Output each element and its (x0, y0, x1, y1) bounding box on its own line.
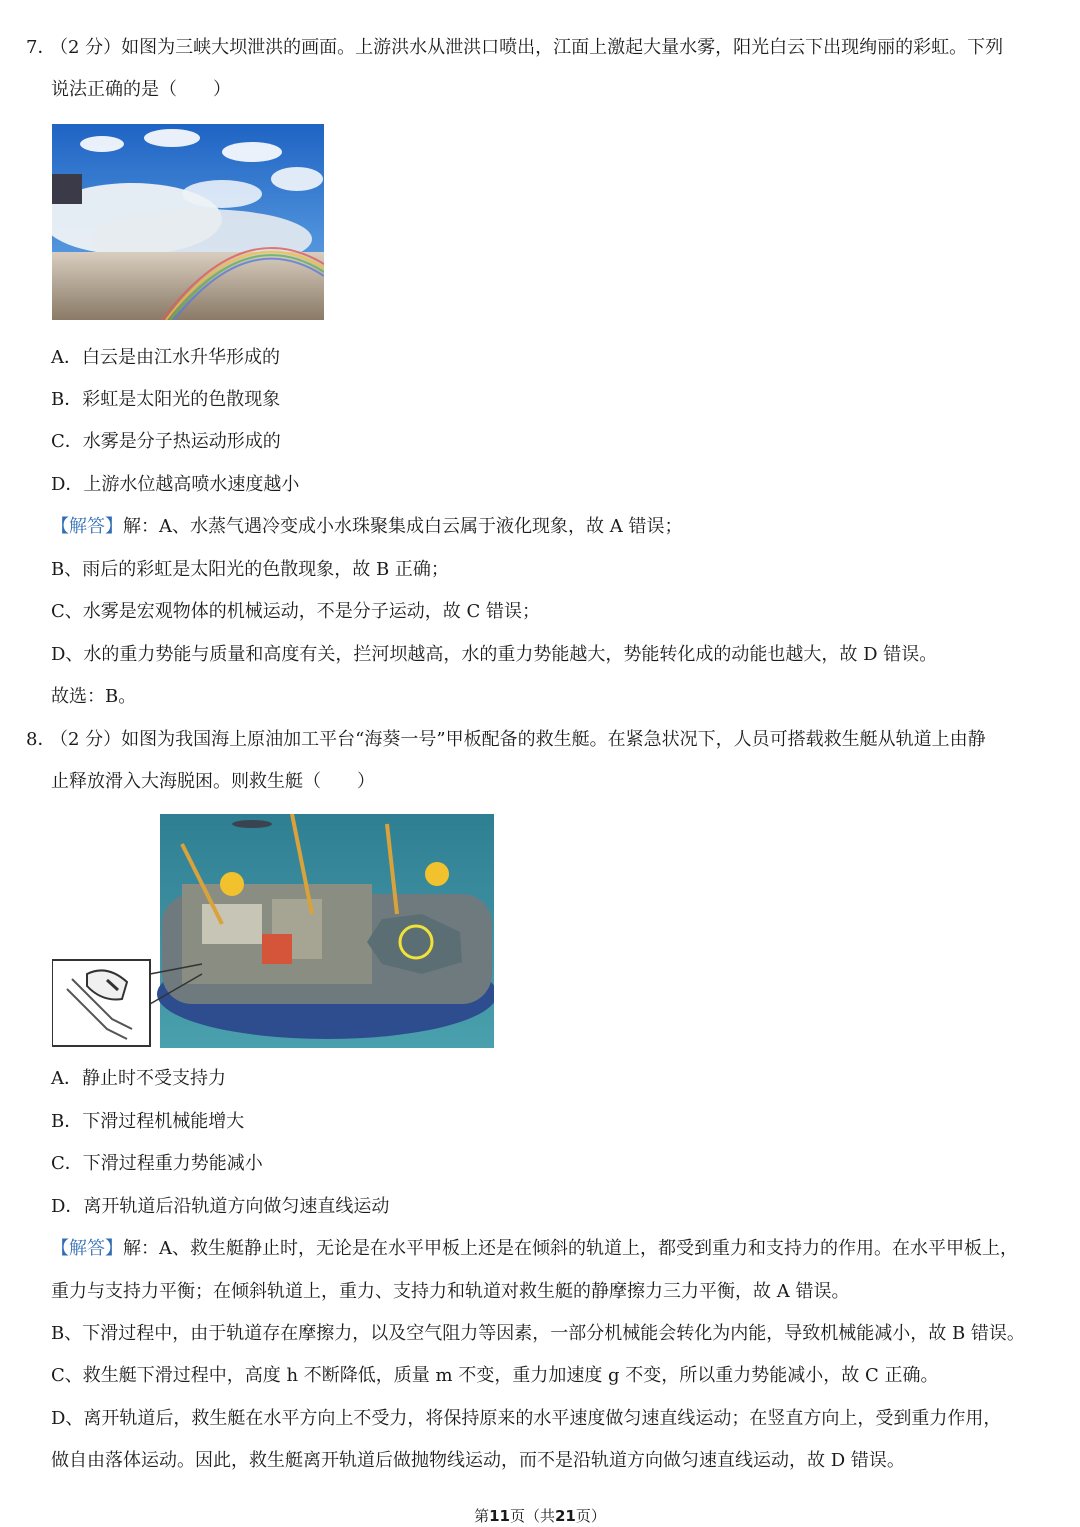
q8-option-c: C．下滑过程重力势能减小 (51, 1153, 263, 1174)
q8-answer-line6: 做自由落体运动。因此，救生艇离开轨道后做抛物线运动，而不是沿轨道方向做匀速直线运动，故 D 错误。 (51, 1450, 905, 1471)
q7-question-line1: （2 分）如图为三峡大坝泄洪的画面。上游洪水从泄洪口喷出，江面上激起大量水雾，阳光白云下出现绚丽的彩虹。下列 (50, 37, 1004, 58)
q7-answer-line4: D、水的重力势能与质量和高度有关，拦河坝越高，水的重力势能越大，势能转化成的动能也越大，故 D 错误。 (51, 644, 938, 665)
q7-question-line2: 说法正确的是（ ） (51, 79, 231, 100)
q8-answer-line4: C、救生艇下滑过程中，高度 h 不断降低，质量 m 不变，重力加速度 g 不变，所以重力势能减小，故 C 正确。 (51, 1365, 939, 1386)
q7-option-b: B．彩虹是太阳光的色散现象 (51, 389, 281, 410)
q7-answer-line3: C、水雾是宏观物体的机械运动，不是分子运动，故 C 错误； (51, 601, 540, 622)
q8-answer-line5: D、离开轨道后，救生艇在水平方向上不受力，将保持原来的水平速度做匀速直线运动；在竖直方向上，受到重力作用， (51, 1408, 1002, 1429)
q8-option-d: D．离开轨道后沿轨道方向做匀速直线运动 (51, 1196, 390, 1217)
q8-answer-line3: B、下滑过程中，由于轨道存在摩擦力，以及空气阻力等因素，一部分机械能会转化为内能，导致机械能减小，故 B 错误。 (51, 1323, 1025, 1344)
offshore-platform-photo (52, 814, 494, 1048)
q7-answer-tag: 【解答】 (51, 516, 123, 537)
q8-answer-line2: 重力与支持力平衡；在倾斜轨道上，重力、支持力和轨道对救生艇的静摩擦力三力平衡，故 A 错误。 (51, 1281, 850, 1302)
footer-page-number: 11 (489, 1507, 510, 1525)
footer-suffix: 页） (575, 1507, 606, 1525)
q8-answer-line1 (51, 1237, 1018, 1261)
q8-number: 8． (26, 729, 56, 750)
q7-option-d: D．上游水位越高喷水速度越小 (51, 474, 300, 495)
q8-option-a: A．静止时不受支持力 (51, 1068, 226, 1089)
q8-answer-text1: 解：A、救生艇静止时，无论是在水平甲板上还是在倾斜的轨道上，都受到重力和支持力的作用。在水平甲板上， (123, 1238, 1018, 1259)
page-footer (0, 1505, 1080, 1527)
q7-answer-line2: B、雨后的彩虹是太阳光的色散现象，故 B 正确； (51, 559, 449, 580)
footer-middle: 页（共 (509, 1507, 555, 1525)
q8-option-b: B．下滑过程机械能增大 (51, 1111, 245, 1132)
footer-total-pages: 21 (555, 1507, 576, 1525)
footer-prefix: 第 (474, 1507, 490, 1525)
q8-question-line1: （2 分）如图为我国海上原油加工平台“海葵一号”甲板配备的救生艇。在紧急状况下，人员可搭载救生艇从轨道上由静 (50, 729, 986, 750)
q8-answer-tag: 【解答】 (51, 1238, 123, 1259)
q7-option-a: A．白云是由江水升华形成的 (51, 347, 280, 368)
q7-number: 7． (26, 37, 56, 58)
q7-answer-choice: 故选：B。 (51, 686, 137, 707)
q7-answer-text1: 解：A、水蒸气遇冷变成小水珠聚集成白云属于液化现象，故 A 错误； (123, 516, 683, 537)
q7-answer-line1 (51, 515, 682, 539)
q8-question-line2: 止释放滑入大海脱困。则救生艇（ ） (51, 771, 375, 792)
three-gorges-rainbow-photo (52, 124, 324, 320)
q7-option-c: C．水雾是分子热运动形成的 (51, 431, 281, 452)
